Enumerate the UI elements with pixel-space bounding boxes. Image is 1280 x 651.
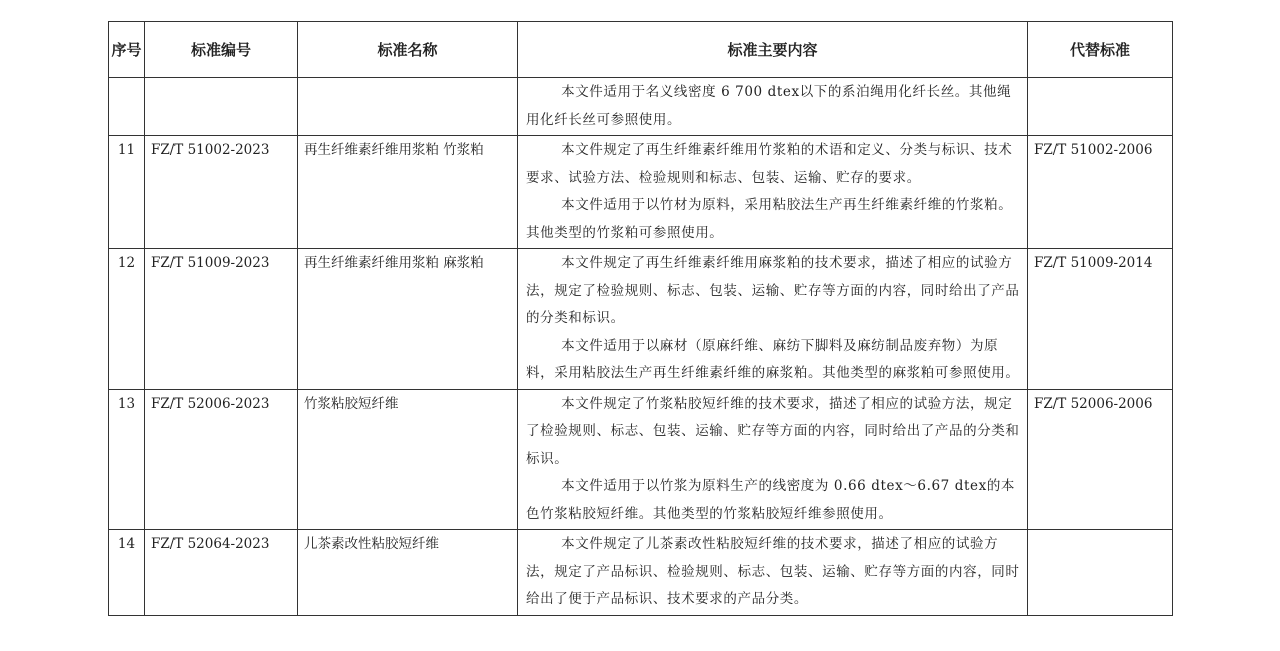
row-seq: 14 [109, 530, 145, 616]
header-name: 标准名称 [298, 22, 518, 78]
standards-table [108, 21, 1173, 616]
row-seq: 13 [109, 389, 145, 530]
row-standard-name: 竹浆粘胶短纤维 [298, 389, 518, 530]
table-row [109, 389, 1173, 530]
row-standard-name: 儿茶素改性粘胶短纤维 [298, 530, 518, 616]
row-standard-code: FZ/T 52006-2023 [145, 389, 298, 530]
header-content: 标准主要内容 [518, 22, 1028, 78]
header-replace: 代替标准 [1028, 22, 1173, 78]
row-replaced-standard [1028, 78, 1173, 136]
table-body [109, 78, 1173, 616]
content-paragraph: 本文件规定了竹浆粘胶短纤维的技术要求，描述了相应的试验方法，规定了检验规则、标志、包装、运输、贮存等方面的内容，同时给出了产品的分类和标识。 [526, 395, 1020, 467]
row-standard-name: 再生纤维素纤维用浆粕 竹浆粕 [298, 136, 518, 249]
content-paragraph: 本文件适用于名义线密度 6 700 dtex以下的系泊绳用化纤长丝。其他绳用化纤长丝可参照使用。 [526, 84, 1012, 128]
table-row [109, 249, 1173, 390]
content-paragraph: 本文件适用于以竹浆为原料生产的线密度为 0.66 dtex～6.67 dtex的本色竹浆粘胶短纤维。其他类型的竹浆粘胶短纤维参照使用。 [526, 478, 1016, 522]
row-standard-code: FZ/T 51009-2023 [145, 249, 298, 390]
row-replaced-standard: FZ/T 51002-2006 [1028, 136, 1173, 249]
row-standard-content [518, 136, 1028, 249]
row-standard-code: FZ/T 51002-2023 [145, 136, 298, 249]
row-standard-name [298, 78, 518, 136]
table-row [109, 530, 1173, 616]
content-paragraph: 本文件规定了再生纤维素纤维用麻浆粕的技术要求，描述了相应的试验方法，规定了检验规则、标志、包装、运输、贮存等方面的内容，同时给出了产品的分类和标识。 [526, 255, 1020, 326]
content-paragraph: 本文件规定了再生纤维素纤维用竹浆粕的术语和定义、分类与标识、技术要求、试验方法、检验规则和标志、包装、运输、贮存的要求。 [526, 142, 1013, 186]
header-code: 标准编号 [145, 22, 298, 78]
row-standard-name: 再生纤维素纤维用浆粕 麻浆粕 [298, 249, 518, 390]
row-standard-content [518, 530, 1028, 616]
row-standard-code [145, 78, 298, 136]
row-seq: 12 [109, 249, 145, 390]
row-replaced-standard [1028, 530, 1173, 616]
row-replaced-standard: FZ/T 51009-2014 [1028, 249, 1173, 390]
table-row [109, 136, 1173, 249]
row-replaced-standard: FZ/T 52006-2006 [1028, 389, 1173, 530]
content-paragraph: 本文件适用于以麻材（原麻纤维、麻纺下脚料及麻纺制品废弃物）为原料，采用粘胶法生产再生纤维素纤维的麻浆粕。其他类型的麻浆粕可参照使用。 [526, 337, 1020, 381]
row-standard-content [518, 389, 1028, 530]
row-standard-content [518, 249, 1028, 390]
content-paragraph: 本文件规定了儿茶素改性粘胶短纤维的技术要求，描述了相应的试验方法，规定了产品标识、检验规则、标志、包装、运输、贮存等方面的内容，同时给出了便于产品标识、技术要求的产品分类。 [526, 536, 1020, 607]
row-seq [109, 78, 145, 136]
row-standard-code: FZ/T 52064-2023 [145, 530, 298, 616]
header-seq: 序号 [109, 22, 145, 78]
row-standard-content [518, 78, 1028, 136]
header-row [109, 22, 1173, 78]
content-paragraph: 本文件适用于以竹材为原料，采用粘胶法生产再生纤维素纤维的竹浆粕。其他类型的竹浆粕可参照使用。 [526, 197, 1013, 241]
table-row [109, 78, 1173, 136]
row-seq: 11 [109, 136, 145, 249]
